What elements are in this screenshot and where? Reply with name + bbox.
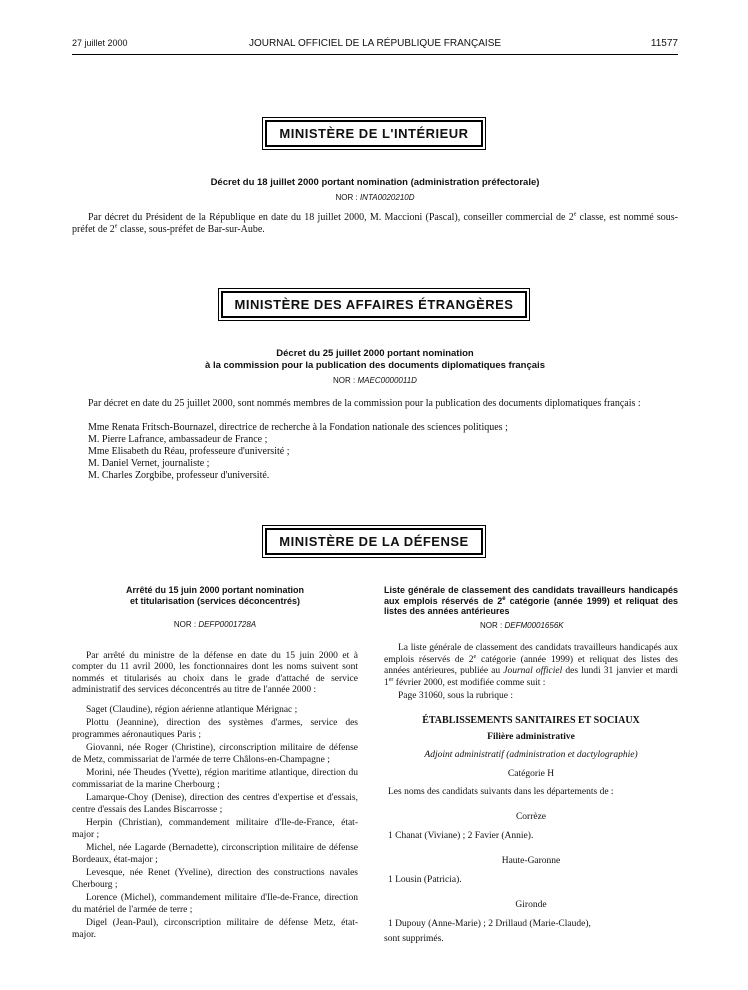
defense-right-column xyxy=(384,585,678,946)
defense-arrete-title: Arrêté du 15 juin 2000 portant nomination et titularisation (services déconcentrés) xyxy=(125,585,305,606)
page-header xyxy=(72,38,678,54)
list-item: M. Daniel Vernet, journaliste ; xyxy=(88,458,210,469)
list-item: Michel, née Lagarde (Bernadette), circonscription militaire de défense Bordeaux, état-major ; xyxy=(72,843,358,865)
list-item: Morini, née Theudes (Yvette), région maritime atlantique, direction du commissariat de la marine Cherbourg ; xyxy=(72,768,358,790)
nor-label: NOR : xyxy=(335,193,358,202)
header-rule xyxy=(72,54,678,55)
defense-dept-haute-garonne-names: 1 Lousin (Patricia). xyxy=(388,874,462,885)
list-item: M. Charles Zorgbibe, professeur d'université. xyxy=(88,470,270,481)
defense-right-nor xyxy=(384,620,678,632)
list-item: Lamarque-Choy (Denise), direction des centres d'expertise et d'essais, centre d'essais des Landes Biscarrosse ; xyxy=(72,793,358,815)
list-item: Digel (Jean-Paul), circonscription militaire de défense Metz, état-major. xyxy=(72,918,358,940)
defense-left-nor xyxy=(72,619,358,631)
etrangeres-nor xyxy=(72,376,678,385)
interieur-nor xyxy=(72,193,678,202)
ministry-defense-heading: MINISTÈRE DE LA DÉFENSE xyxy=(265,528,482,555)
defense-dept-haute-garonne: Haute-Garonne xyxy=(501,856,561,866)
nor-code: MAEC0000011D xyxy=(357,376,417,385)
list-item: Saget (Claudine), région aérienne atlantique Mérignac ; xyxy=(86,704,298,715)
defense-liste-title: Liste générale de classement des candidats travailleurs handicapés aux emplois réservés de 2e catégorie (année 1999) et reliquat des listes des années antérieures xyxy=(384,585,678,616)
interieur-decree-title: Décret du 18 juillet 2000 portant nomination (administration préfectorale) xyxy=(210,177,540,188)
interieur-text: Par décret du Président de la République en date du 18 juillet 2000, M. Maccioni (Pascal), conseiller commercial de 2e classe, est nommé sous-préfet de 2e classe, sous-préfet de Bar-sur-Aube. xyxy=(72,211,679,235)
etrangeres-members-list xyxy=(88,422,678,482)
defense-dept-correze: Corrèze xyxy=(515,812,547,822)
defense-page-ref: Page 31060, sous la rubrique : xyxy=(398,691,514,701)
defense-adjoint-heading: Adjoint administratif (administration et dactylographie) xyxy=(424,749,638,760)
defense-filiere-heading: Filière administrative xyxy=(487,732,575,742)
ministry-interieur-box xyxy=(0,117,748,150)
header-date: 27 juillet 2000 xyxy=(72,38,128,48)
nor-label: NOR : xyxy=(333,376,356,385)
defense-left-intro: Par arrêté du ministre de la défense en date du 15 juin 2000 et à compter du 11 avril 2000, les fonctionnaires dont les noms suivent sont nommés et titularisés au choix dans le grade d'attaché de service administratif des services déconcentrés au titre de l'année 2000 : xyxy=(72,650,358,695)
defense-noms-intro: Les noms des candidats suivants dans les départements de : xyxy=(388,786,614,797)
list-item: Mme Elisabeth du Réau, professeure d'université ; xyxy=(88,446,290,457)
list-item: Giovanni, née Roger (Christine), circonscription militaire de défense de Metz, commissariat de l'armée de terre Châlons-en-Champagne ; xyxy=(72,743,358,765)
defense-dept-gironde: Gironde xyxy=(515,900,547,910)
etrangeres-decree-title: Décret du 25 juillet 2000 portant nomination à la commission pour la publication des documents diplomatiques français xyxy=(205,348,545,371)
nor-code: DEFM0001656K xyxy=(504,620,564,630)
list-item: Herpin (Christian), commandement militaire d'Ile-de-France, état-major ; xyxy=(72,818,358,840)
etrangeres-text: Par décret en date du 25 juillet 2000, sont nommés membres de la commission pour la publication des documents diplomatiques français : xyxy=(88,398,641,409)
list-item: Lorence (Michel), commandement militaire d'Ile-de-France, direction du matériel de l'armée de terre ; xyxy=(72,893,358,915)
list-item: Mme Renata Fritsch-Bournazel, directrice de recherche à la Fondation nationale des sciences politiques ; xyxy=(88,422,508,433)
list-item: M. Pierre Lafrance, ambassadeur de France ; xyxy=(88,434,268,445)
defense-categorie: Catégorie H xyxy=(507,769,555,779)
defense-right-intro: La liste générale de classement des candidats travailleurs handicapés aux emplois réservés de 2e catégorie (année 1999) et reliquat des listes des années antérieures, publiée au Journal officiel des lundi 31 janvier et mardi 1er février 2000, est modifiée comme suit : xyxy=(384,643,678,688)
defense-left-column xyxy=(72,585,358,943)
nor-label: NOR : xyxy=(480,620,503,630)
list-item: Levesque, née Renet (Yveline), direction des constructions navales Cherbourg ; xyxy=(72,868,358,890)
nor-label: NOR : xyxy=(173,620,197,629)
ministry-etrangeres-box xyxy=(0,288,748,321)
nor-code: INTA0020210D xyxy=(359,193,415,202)
header-journal-title: JOURNAL OFFICIEL DE LA RÉPUBLIQUE FRANÇAISE xyxy=(248,38,502,49)
defense-dept-correze-names: 1 Chanat (Viviane) ; 2 Favier (Annie). xyxy=(388,830,534,841)
ministry-etrangeres-heading: MINISTÈRE DES AFFAIRES ÉTRANGÈRES xyxy=(221,291,528,318)
ministry-defense-box xyxy=(0,525,748,558)
nor-code: DEFP0001728A xyxy=(198,620,257,629)
defense-dept-gironde-names: 1 Dupouy (Anne-Marie) ; 2 Drillaud (Marie-Claude), xyxy=(388,918,591,929)
list-item: Plottu (Jeannine), direction des systèmes d'armes, service des programmes aéronautiques Paris ; xyxy=(72,718,358,740)
defense-closing: sont supprimés. xyxy=(384,934,444,944)
ministry-interieur-heading: MINISTÈRE DE L'INTÉRIEUR xyxy=(265,120,482,147)
defense-section-heading: ÉTABLISSEMENTS SANITAIRES ET SOCIAUX xyxy=(422,714,640,726)
header-page-number: 11577 xyxy=(650,38,678,49)
